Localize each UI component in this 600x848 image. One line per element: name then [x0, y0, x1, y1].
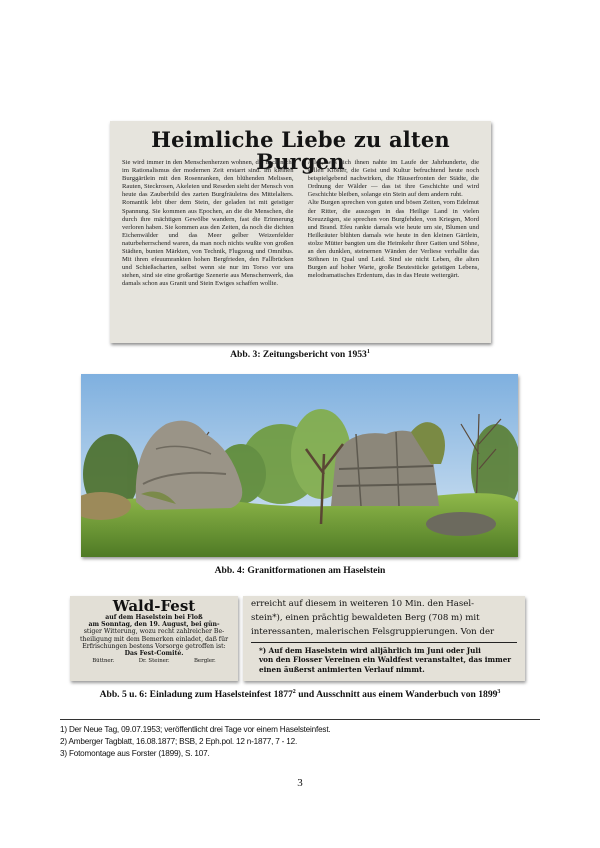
excerpt-line: interessanten, malerischen Felsgruppierungen. Von der [251, 627, 495, 637]
figure-4-caption: Abb. 4: Granitformationen am Haselstein [214, 565, 386, 576]
foreground-stone [426, 512, 496, 536]
figure-3-caption [0, 349, 600, 360]
clipping-headline: Heimliche Liebe zu alten Burgen [151, 127, 450, 174]
figure-5-6-caption [0, 689, 600, 700]
page-number: 3 [297, 777, 303, 789]
footnote-ref-2: 2 [292, 689, 296, 695]
excerpt-line: erreicht auf diesem in weiteren 10 Min. den Hasel- [251, 599, 474, 609]
invitation-line: stiger Witterung, wozu recht zahlreicher Be- [83, 628, 225, 636]
invitation-signatures [70, 657, 238, 664]
granite-landscape-illustration [81, 374, 518, 557]
caption-part: Abb. 5 u. 6: Einladung zum Haselsteinfest 1877 [99, 689, 293, 701]
caption-part: und Ausschnitt aus einem Wanderbuch von 1899 [295, 689, 498, 701]
excerpt-footnote-line: von den Flosser Vereinen ein Waldfest veranstaltet, das immer [259, 655, 512, 665]
figure-3-caption-text: Abb. 3: Zeitungsbericht von 1953 [230, 349, 367, 361]
footnote-2: 2) Amberger Tagblatt, 16.08.1877; BSB, 2 Eph.pol. 12 n-1877, 7 - 12. [60, 737, 298, 746]
footnote-3: 3) Fotomontage aus Forster (1899), S. 107. [60, 749, 210, 758]
granite-photo [81, 374, 518, 557]
invitation-title: Wald-Fest [112, 597, 196, 615]
clipping-columns [122, 159, 479, 335]
excerpt-divider [251, 642, 517, 643]
newspaper-clipping-1953 [110, 121, 491, 343]
footnote-ref-1: 1 [366, 349, 370, 355]
invitation-line: Erfrischungen bestens Vorsorge getroffen ist: [82, 642, 226, 650]
clipping-column-right: Alles, was sich ihnen nahte im Laufe der Jahrhunderte, die stillen Klöster, die Geist und Kultur befruchtend heute noch beispielgebend nachwirken, die Häuserfronten der Städte, die Ordnung der Wälder — das ist ihre Geschichte und wird Geschichte bleiben, solange ein Stein auf dem andern ruht. Alte Burgen sprechen von guten und bösen Zeiten, vom Edelmut der Ritter, die auszogen in das Heilige Land in vielen Kreuzzügen, sie sprechen von Burgfehden, von Kriegen, Mord und Brand. Efeu rankte damals wie heute um sie, Blumen und Heilkräuter blühten damals wie heute in den kleinen Gärtlein, stolze Mütter bangten um die Heimkehr ihrer Gatten und Söhne, an den dunklen, steinernen Wänden der Verliese verhallte das Stöhnen in Qual und Leid. Sind sie nicht Leben, die alten Burgen auf hoher Warte, große Beutestücke geistigen Lebens, melodramatisches Erdentum, das in das Heute weitergärt. [307, 159, 479, 280]
footnote-1: 1) Der Neue Tag, 09.07.1953; veröffentlicht drei Tage vor einem Haselsteinfest. [60, 725, 331, 734]
excerpt-line: stein*), einen prächtig bewaldeten Berg (708 m) mit [251, 613, 480, 623]
invitation-clipping-1877 [70, 596, 238, 681]
footnote-divider [60, 719, 540, 720]
signature: Bergler. [193, 658, 216, 665]
excerpt-footnote-line: *) Auf dem Haselstein wird alljährlich im Juni oder Juli [259, 646, 481, 655]
invitation-line: am Sonntag, den 19. August, bei gün- [88, 621, 220, 629]
clipping-column-left: Sie wird immer in den Menschenherzen wohnen, die noch nicht im Rationalismus der modernen Zeit erstarrt sind. Im kleinen Burggärtlein mit den Rosenranken, den blühenden Melissen, Rauten, Steckrosen, Akeleien und Reseden sieht der Mensch von heute das Zauberbild des zarten Burgfräuleins des Mittelalters. Romantik lebt über dem Stein, der geladen ist mit geistiger Spannung. Sie kommen aus Epochen, an die die Menschen, die durch ihre mächtigen Gewölbe wandern, fast die Erinnerung verloren haben. Sie kommen aus den Zeiten, da noch die dichten Eichenwälder und das Meer gelber Weizenfelder naturbeherrschend waren, da man noch nichts wußte von großen Städten, bunten Märkten, von Technik, Flugzeug und Omnibus. Mit ihren efeuumrankten hohen Bergfrieden, den Fallbrücken und Schießscharten, selbst wenn sie nur im Torso vor uns stehen, sind sie eine großartige Szenerie aus Menschenwerk, das damals schon aus Granit und Stein Ewiges schaffen wollte. [122, 159, 294, 288]
invitation-line: auf dem Haselstein bei Floß [105, 614, 203, 621]
footnote-ref-3: 3 [497, 689, 501, 695]
invitation-line: theiligung mit dem Bemerken einladet, daß für [79, 635, 229, 643]
signature: Dr. Steiner. [138, 658, 170, 665]
invitation-signoff: Das Fest-Comité. [124, 650, 184, 658]
hiking-book-excerpt-1899 [243, 596, 525, 681]
excerpt-footnote-line: einen äußerst animierten Verlauf nimmt. [259, 664, 425, 674]
footnotes [60, 724, 330, 760]
signature: Büttner. [92, 658, 115, 665]
